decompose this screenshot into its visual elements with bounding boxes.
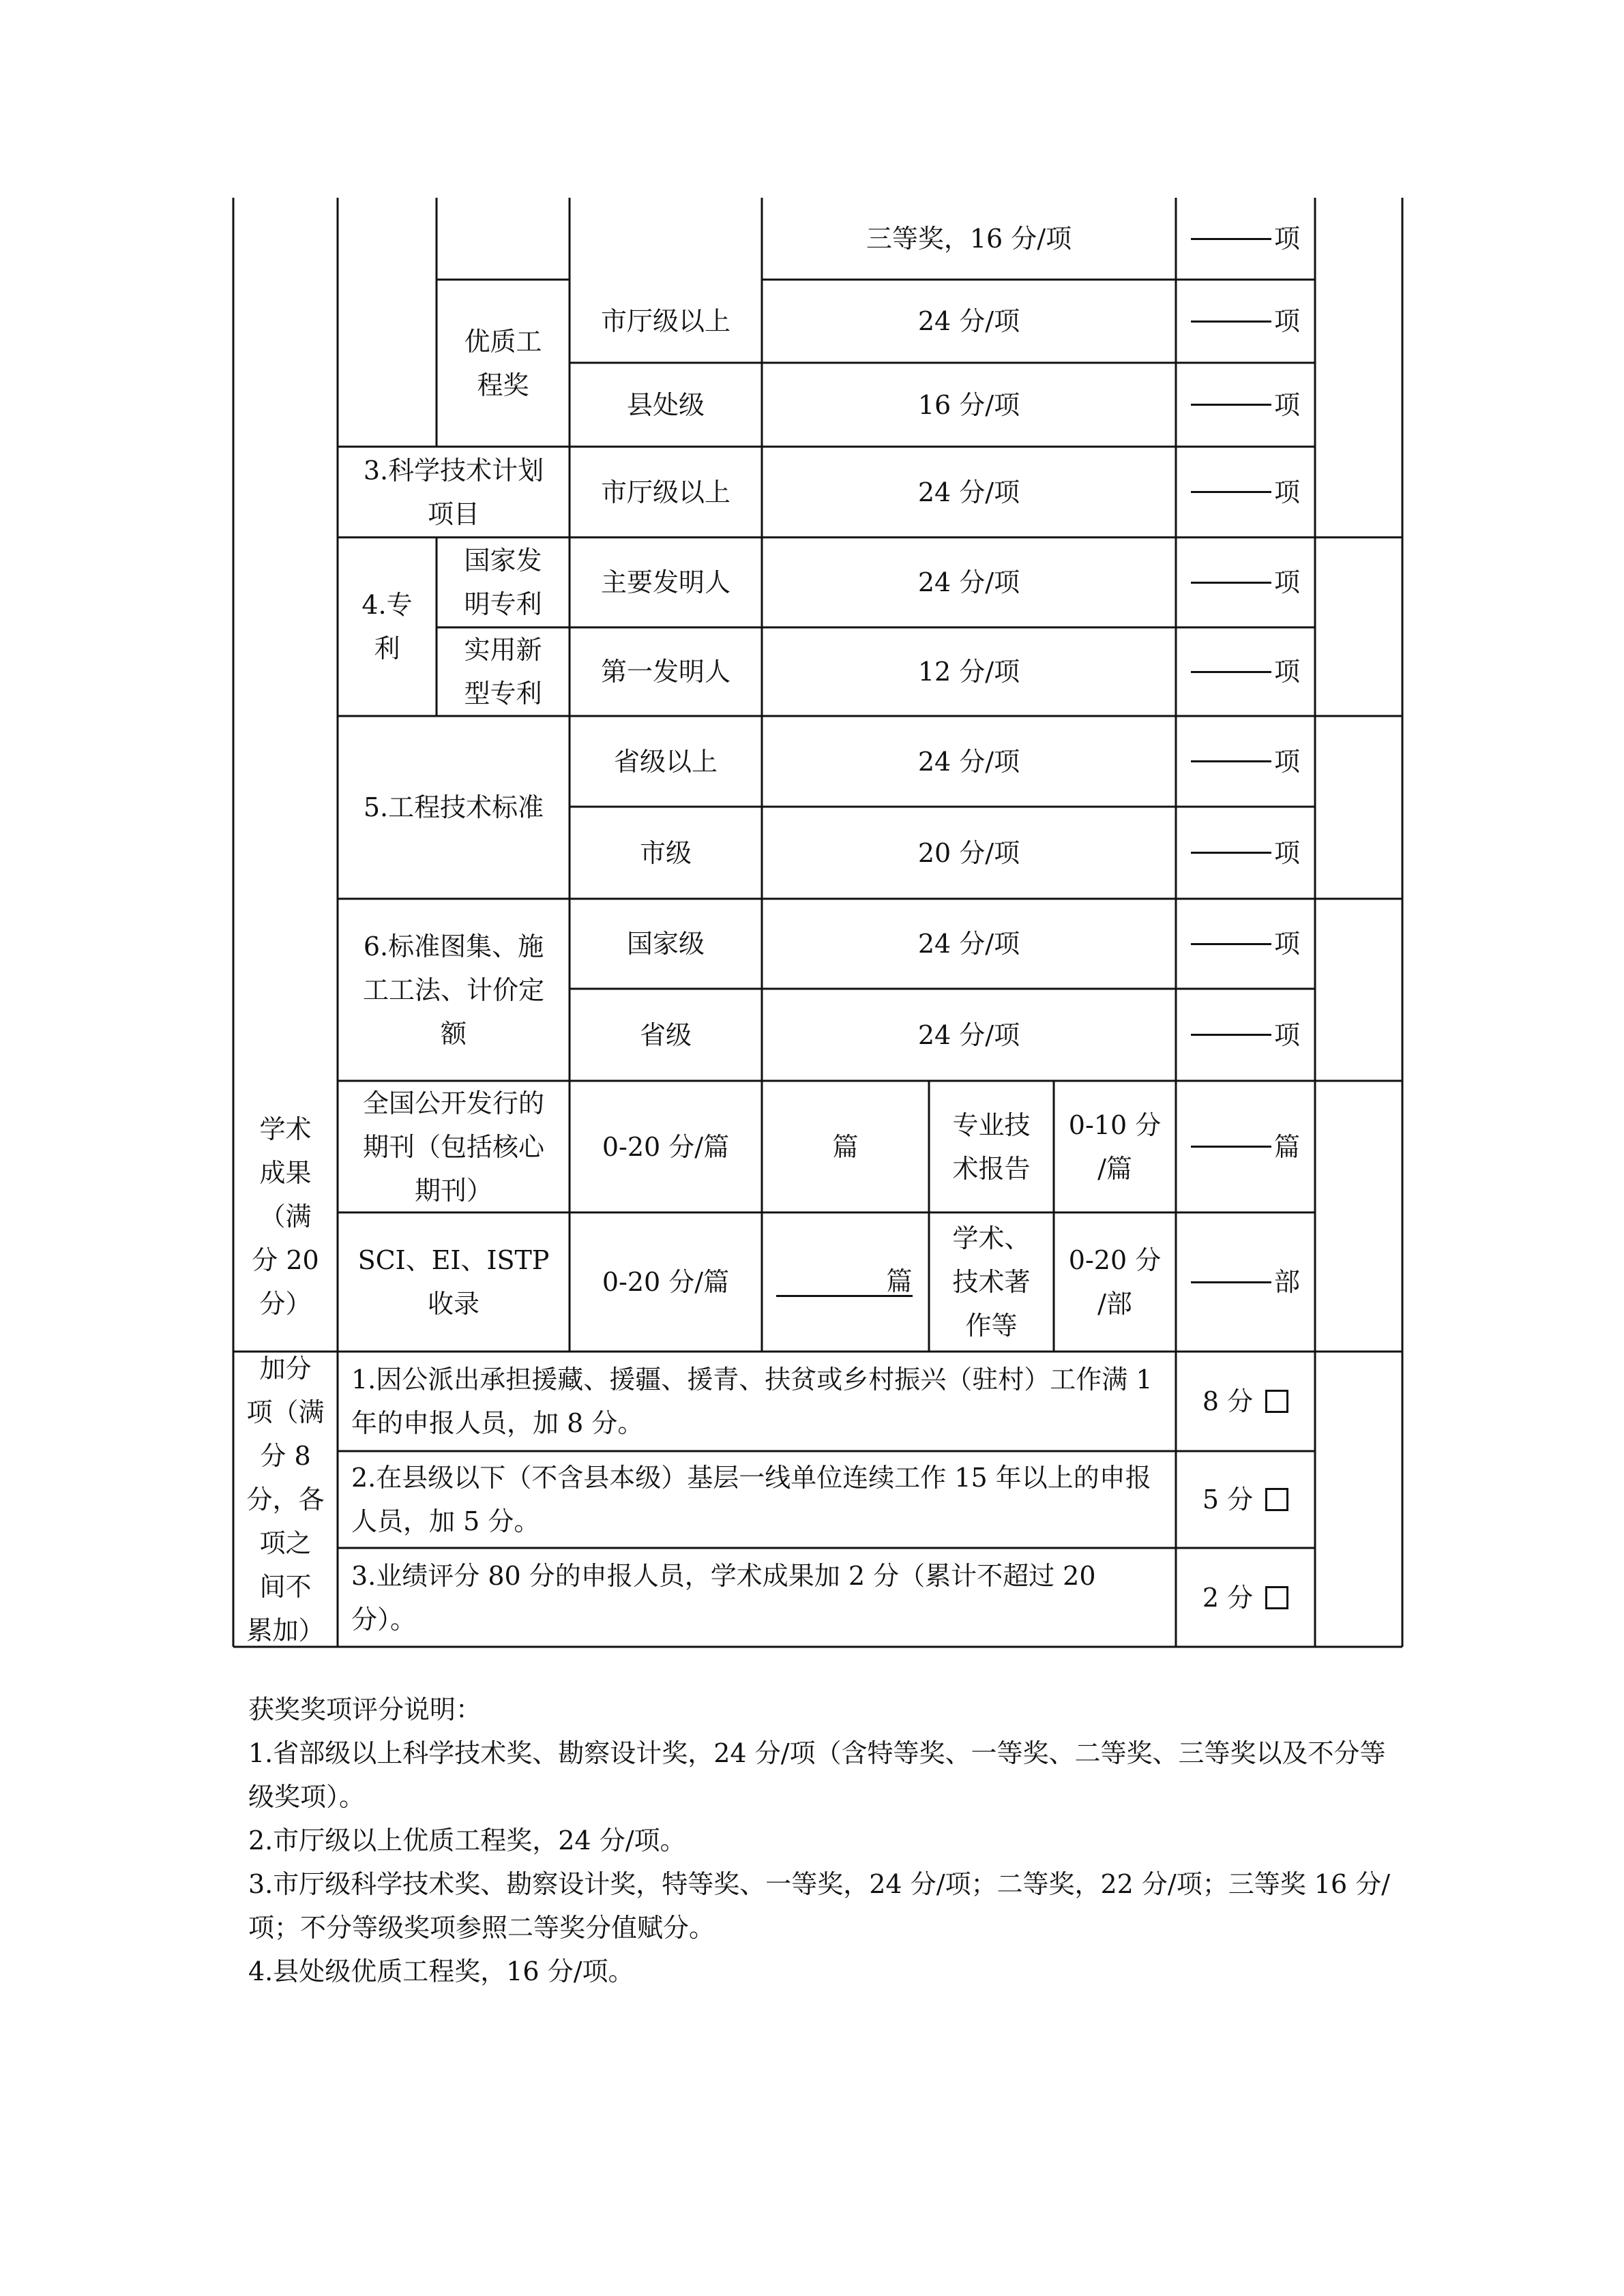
count-blank[interactable] <box>1191 1034 1271 1036</box>
patent-label: 4.专 利 <box>361 590 413 664</box>
utility-patent-label: 实用新 型专利 <box>464 635 542 709</box>
level-label: 国家级 <box>626 929 705 959</box>
bonus-item: 3.业绩评分 80 分的申报人员，学术成果加 2 分（累计不超过 20 分）。 <box>351 1560 1096 1635</box>
bonus-points: 5 分 <box>1176 1451 1315 1548</box>
count-blank[interactable] <box>1191 491 1271 493</box>
notes-line: 4.县处级优质工程奖，16 分/项。 <box>248 1956 634 1986</box>
count-blank[interactable] <box>1191 671 1271 673</box>
count-cell: 项 <box>1176 627 1315 716</box>
count-cell <box>762 1212 929 1352</box>
count-cell: 项 <box>1176 807 1315 899</box>
journal-label: 全国公开发行的 期刊（包括核心 期刊） <box>362 1088 544 1206</box>
bonus-checkbox[interactable] <box>1265 1488 1288 1511</box>
score-label: 24 分/项 <box>917 746 1020 777</box>
level-label: 市厅级以上 <box>600 477 730 507</box>
science-plan-label: 3.科学技术计划 项目 <box>363 455 544 529</box>
score-label: 24 分/项 <box>917 477 1020 507</box>
count-blank[interactable] <box>1191 943 1271 945</box>
inventor-role-label: 主要发明人 <box>600 567 730 597</box>
count-blank[interactable] <box>1191 582 1271 584</box>
award-third-prize: 三等奖，16 分/项 <box>866 224 1072 254</box>
sci-label: SCI、EI、ISTP 收录 <box>357 1245 550 1319</box>
award-scoring-notes <box>248 1688 1408 1993</box>
level-label: 县处级 <box>626 389 705 420</box>
score-label: 12 分/项 <box>917 657 1020 687</box>
count-blank[interactable]: 篇 <box>776 1268 913 1297</box>
score-label: 24 分/项 <box>917 567 1020 597</box>
count-cell: 篇 <box>1176 1081 1315 1212</box>
bonus-items-label: 加分 项（满 分 8 分，各 项之 间不 累加） <box>246 1353 325 1645</box>
academic-achievements-label: 学术 成果 （满 分 20 分） <box>252 1114 319 1319</box>
bonus-item: 1.因公派出承担援藏、援疆、援青、扶贫或乡村振兴（驻村）工作满 1 年的申报人员，加 8 分。 <box>351 1365 1153 1438</box>
count-blank[interactable] <box>1191 760 1271 762</box>
technical-report-score: 0-10 分 /篇 <box>1068 1109 1162 1184</box>
academic-book-label: 学术、 技术著 作等 <box>952 1223 1031 1341</box>
count-blank[interactable] <box>1191 404 1271 406</box>
count-blank[interactable] <box>1191 852 1271 854</box>
bonus-checkbox[interactable] <box>1265 1390 1288 1413</box>
technical-report-label: 专业技 术报告 <box>952 1109 1031 1184</box>
engineering-standard-label: 5.工程技术标准 <box>363 792 544 822</box>
count-cell: 项 <box>1176 198 1315 280</box>
invention-patent-label: 国家发 明专利 <box>464 546 542 619</box>
count-cell: 项 <box>1176 989 1315 1081</box>
notes-line: 2.市厅级以上优质工程奖，24 分/项。 <box>248 1825 686 1855</box>
score-label: 20 分/项 <box>917 837 1020 868</box>
notes-title: 获奖奖项评分说明： <box>248 1695 482 1725</box>
journal-count: 篇 <box>832 1131 859 1162</box>
count-cell: 项 <box>1176 447 1315 537</box>
count-blank[interactable] <box>1191 1146 1271 1148</box>
level-label: 省级 <box>639 1019 692 1050</box>
notes-line: 3.市厅级科学技术奖、勘察设计奖，特等奖、一等奖，24 分/项；二等奖，22 分/项；三等奖 16 分/项；不分等级奖项参照二等奖分值赋分。 <box>248 1869 1391 1943</box>
bonus-points: 8 分 <box>1176 1352 1315 1451</box>
level-label: 市厅级以上 <box>600 306 730 336</box>
count-cell: 部 <box>1176 1212 1315 1352</box>
count-blank[interactable] <box>1191 238 1271 240</box>
inventor-role-label: 第一发明人 <box>600 657 730 687</box>
score-label: 24 分/项 <box>917 306 1020 336</box>
bonus-item: 2.在县级以下（不含县本级）基层一线单位连续工作 15 年以上的申报人员，加 5 分。 <box>351 1463 1151 1536</box>
score-label: 24 分/项 <box>917 929 1020 959</box>
count-blank[interactable] <box>1191 1281 1271 1283</box>
journal-score: 0-20 分/篇 <box>602 1131 730 1162</box>
bonus-points: 2 分 <box>1176 1548 1315 1647</box>
notes-line: 1.省部级以上科学技术奖、勘察设计奖，24 分/项（含特等奖、一等奖、二等奖、三等奖以及不分等级奖项）。 <box>248 1738 1386 1812</box>
score-label: 16 分/项 <box>917 389 1020 420</box>
count-cell: 项 <box>1176 716 1315 807</box>
level-label: 市级 <box>639 837 692 868</box>
count-cell: 项 <box>1176 280 1315 363</box>
bonus-checkbox[interactable] <box>1265 1586 1288 1609</box>
count-blank[interactable] <box>1191 320 1271 323</box>
standard-atlas-label: 6.标准图集、施 工工法、计价定 额 <box>362 931 544 1049</box>
count-cell: 项 <box>1176 899 1315 989</box>
count-cell: 项 <box>1176 363 1315 447</box>
quality-engineering-award-label: 优质工 程奖 <box>464 326 542 400</box>
academic-book-score: 0-20 分 /部 <box>1068 1245 1162 1319</box>
sci-score: 0-20 分/篇 <box>602 1267 730 1297</box>
level-label: 省级以上 <box>613 746 718 777</box>
count-cell: 项 <box>1176 537 1315 627</box>
score-label: 24 分/项 <box>917 1019 1020 1050</box>
